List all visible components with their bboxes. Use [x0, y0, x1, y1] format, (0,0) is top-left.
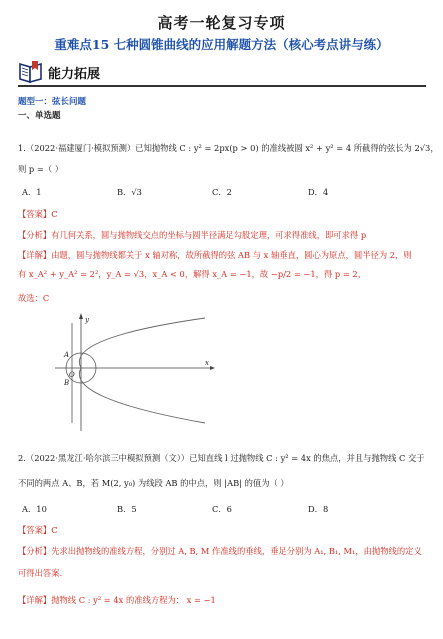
- q2-choice-b: B．5: [117, 504, 137, 514]
- y-axis-label: y: [85, 316, 89, 324]
- page-subtitle: 重难点15 七种圆锥曲线的应用解题方法（核心考点讲与练）: [54, 37, 389, 52]
- q1-detail-line2: 有 x_A² + y_A² = 2²，y_A = √3，x_A < 0，解得 x_A = −1，故 −p/2 = −1，得 p = 2，: [18, 269, 367, 279]
- point-b-label: B: [64, 379, 70, 387]
- q1-detail-line1: 【详解】由题，圆与抛物线都关于 x 轴对称，故所截得的弦 AB 与 x 轴垂直，圆心为原点，圆半径为 2，则: [18, 250, 412, 260]
- point-a-label: A: [64, 351, 70, 359]
- q2-detail-line1: 【详解】抛物线 C : y² = 4x 的准线方程为： x = −1: [18, 595, 216, 605]
- y-axis-arrow: [79, 313, 83, 319]
- q2-analysis-line1: 【分析】先求出抛物线的准线方程，分别过 A, B, M 作准线的垂线，垂足分别为 A₁, B₁, M₁，由抛物线的定义: [18, 546, 422, 556]
- sub-section-title: 一、单选题: [18, 111, 61, 121]
- parabola-curve: [79, 318, 205, 423]
- q1-stem-line1: 1.（2022·福建厦门·模拟预测）已知抛物线 C : y² = 2px(p > 0) 的准线被圆 x² + y² = 4 所截得的弦长为 2√3，: [18, 143, 439, 153]
- q1-detail-line3: 故选：C: [18, 293, 50, 303]
- q1-answer: 【答案】C: [18, 209, 58, 219]
- q2-choice-d: D．8: [308, 504, 329, 514]
- type-title: 题型一：弦长问题: [18, 97, 87, 107]
- q2-choice-c: C．6: [212, 504, 232, 514]
- book-icon: [18, 60, 44, 84]
- q1-analysis: 【分析】有几何关系，圆与抛物线交点的坐标与圆半径满足勾股定理，可求得准线，即可求得 p: [18, 230, 367, 240]
- x-axis-label: x: [205, 359, 209, 367]
- section-label: 能力拓展: [48, 67, 101, 82]
- page-title: 高考一轮复习专项: [157, 14, 286, 32]
- section-rule: [18, 85, 426, 87]
- q1-choice-c: C．2: [212, 187, 232, 197]
- parabola-figure: [55, 313, 215, 433]
- q1-stem-line2: 则 p =（ ）: [18, 164, 64, 174]
- q1-choice-d: D．4: [308, 187, 329, 197]
- q2-stem-line2: 不同的两点 A、B，若 M(2, y₀) 为线段 AB 的中点，则 |AB| 的值为（ ）: [18, 478, 289, 488]
- q2-answer: 【答案】C: [18, 525, 58, 535]
- q2-choice-a: A．10: [22, 504, 47, 514]
- q2-stem-line1: 2.（2022·黑龙江·哈尔滨三中模拟预测（文））已知直线 l 过抛物线 C : y² = 4x 的焦点，并且与抛物线 C 交于: [18, 453, 425, 463]
- x-axis-arrow: [210, 366, 215, 370]
- q1-figure: [55, 313, 215, 437]
- q2-analysis-line2: 可得出答案.: [18, 568, 63, 578]
- q1-choice-a: A．1: [22, 187, 42, 197]
- section-header: [18, 60, 426, 86]
- origin-label: O: [69, 371, 75, 379]
- q1-choice-b: B．√3: [117, 187, 142, 197]
